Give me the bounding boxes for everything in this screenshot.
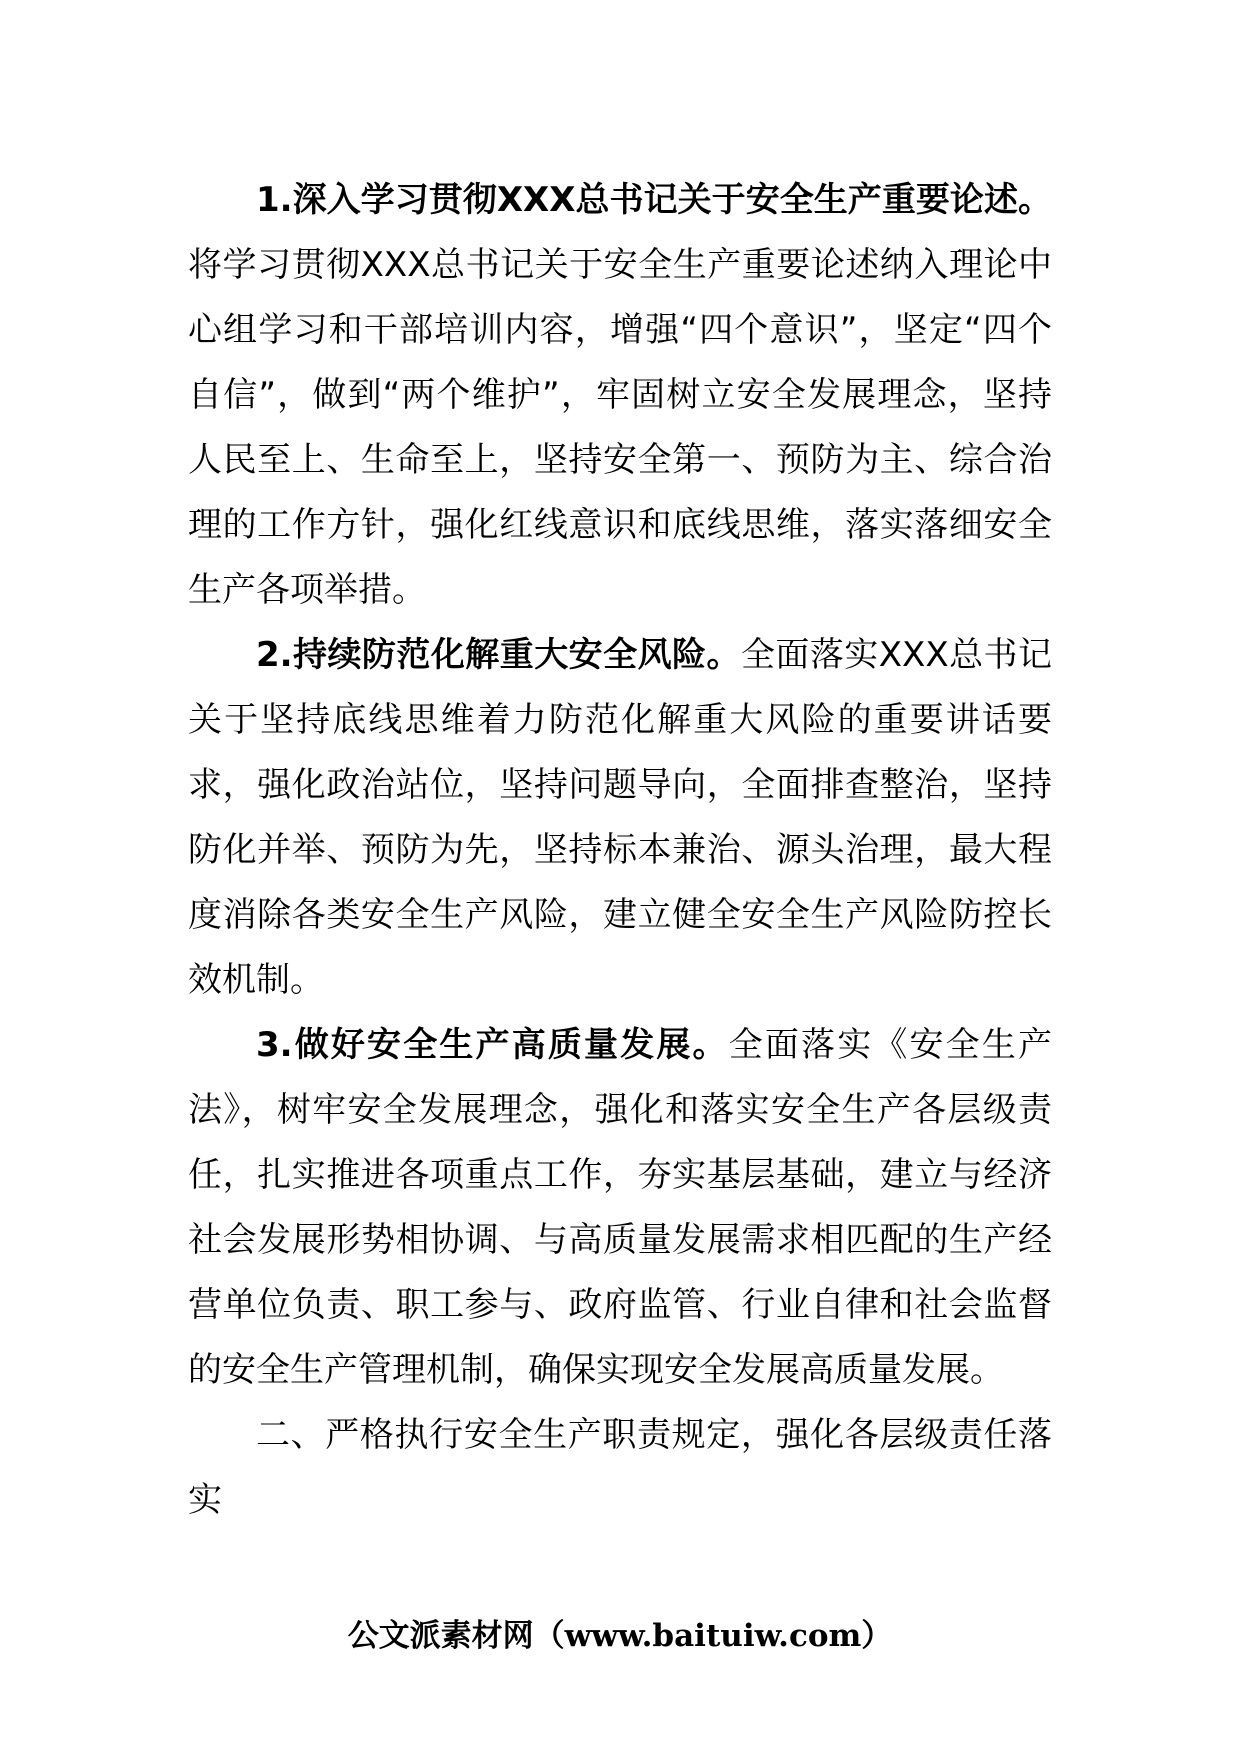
paragraph-3-text: 全面落实《安全生产法》，树牢安全发展理念，强化和落实安全生产各层级责任，扎实推进各项重点工作，夯实基层基础，建立与经济社会发展形势相协调、与高质量发展需求相匹配的生产经营单位负责、职工参与、政府监管、行业自律和社会监督的安全生产管理机制，确保实现安全发展高质量发展。 xyxy=(188,1025,1053,1390)
paragraph-2 xyxy=(188,623,1052,1013)
paragraph-1-text: 将学习贯彻XXX总书记关于安全生产重要论述纳入理论中心组学习和干部培训内容，增强“四个意识”，坚定“四个自信”，做到“两个维护”，牢固树立安全发展理念，坚持人民至上、生命至上，坚持安全第一、预防为主、综合治理的工作方针，强化红线意识和底线思维，落实落细安全生产各项举措。 xyxy=(188,245,1052,610)
paragraph-3 xyxy=(188,1013,1052,1403)
paragraph-2-text: 全面落实XXX总书记关于坚持底线思维着力防范化解重大风险的重要讲话要求，强化政治站位，坚持问题导向，全面排查整治，坚持防化并举、预防为先，坚持标本兼治、源头治理，最大程度消除各类安全生产风险，建立健全安全生产风险防控长效机制。 xyxy=(188,635,1052,1000)
paragraph-1 xyxy=(188,168,1052,623)
paragraph-1-heading: 1.深入学习贯彻XXX总书记关于安全生产重要论述。 xyxy=(256,180,1052,220)
paragraph-3-heading: 3.做好安全生产高质量发展。 xyxy=(256,1025,729,1065)
section-heading: 二、严格执行安全生产职责规定，强化各层级责任落实 xyxy=(188,1415,1052,1520)
paragraph-2-heading: 2.持续防范化解重大安全风险。 xyxy=(256,635,741,675)
document-body xyxy=(188,168,1052,1533)
page-footer: 公文派素材网（www.baituiw.com） xyxy=(347,1618,893,1654)
